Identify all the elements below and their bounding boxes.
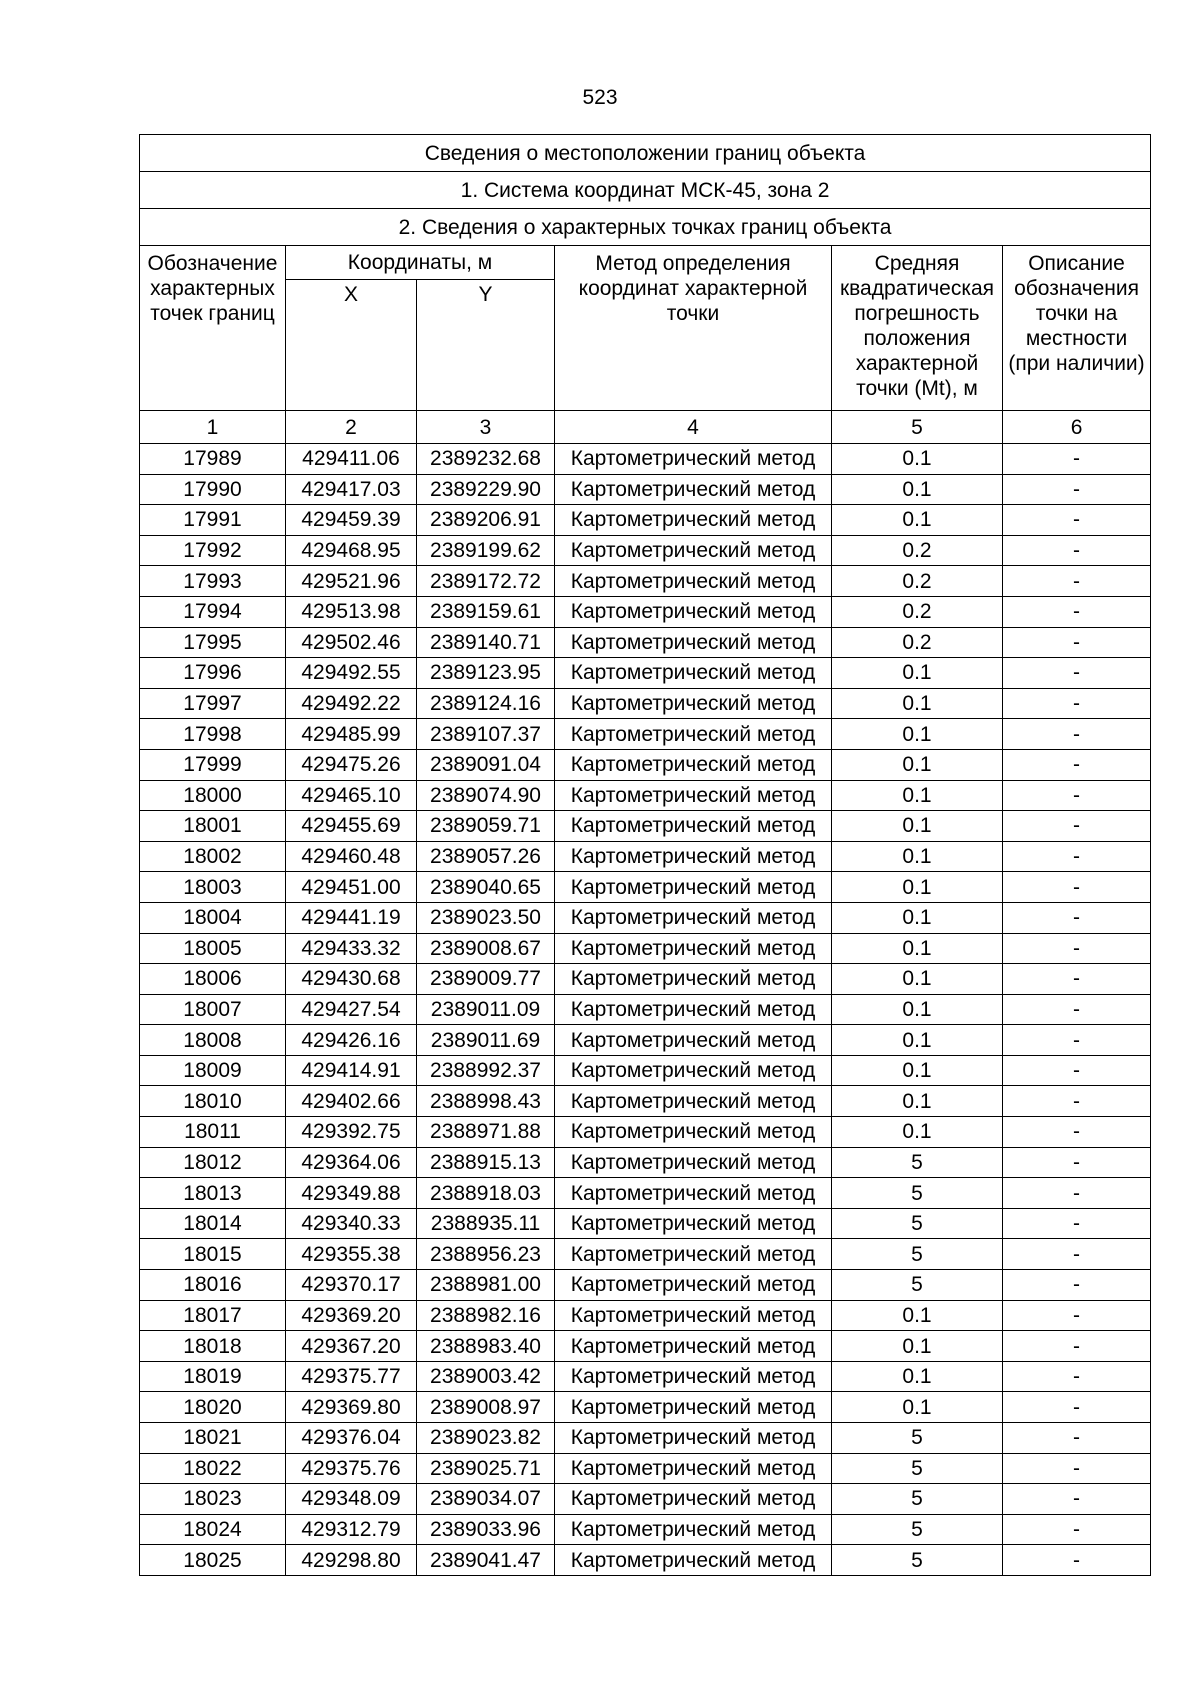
x-cell: 429430.68 xyxy=(286,964,417,995)
point-name-cell: 18019 xyxy=(140,1361,286,1392)
description-cell: - xyxy=(1003,1545,1151,1576)
accuracy-cell: 0.1 xyxy=(832,872,1003,903)
y-cell: 2389033.96 xyxy=(417,1514,555,1545)
method-cell: Картометрический метод xyxy=(555,841,832,872)
table-row xyxy=(140,841,1151,872)
accuracy-cell: 5 xyxy=(832,1178,1003,1209)
description-cell: - xyxy=(1003,1025,1151,1056)
method-cell: Картометрический метод xyxy=(555,1423,832,1454)
description-cell: - xyxy=(1003,1055,1151,1086)
y-cell: 2389008.67 xyxy=(417,933,555,964)
y-cell: 2389107.37 xyxy=(417,719,555,750)
y-cell: 2389232.68 xyxy=(417,444,555,475)
description-cell: - xyxy=(1003,1423,1151,1454)
y-cell: 2389059.71 xyxy=(417,811,555,842)
table-row xyxy=(140,933,1151,964)
method-cell: Картометрический метод xyxy=(555,1086,832,1117)
table-row xyxy=(140,627,1151,658)
accuracy-cell: 0.1 xyxy=(832,474,1003,505)
x-cell: 429417.03 xyxy=(286,474,417,505)
description-cell: - xyxy=(1003,902,1151,933)
method-cell: Картометрический метод xyxy=(555,1514,832,1545)
y-cell: 2389023.82 xyxy=(417,1423,555,1454)
point-name-cell: 17994 xyxy=(140,596,286,627)
description-cell: - xyxy=(1003,749,1151,780)
x-cell: 429455.69 xyxy=(286,811,417,842)
table-row xyxy=(140,1423,1151,1454)
accuracy-cell: 0.1 xyxy=(832,1086,1003,1117)
x-cell: 429433.32 xyxy=(286,933,417,964)
description-cell: - xyxy=(1003,719,1151,750)
accuracy-cell: 0.1 xyxy=(832,1361,1003,1392)
accuracy-cell: 0.1 xyxy=(832,1025,1003,1056)
table-row xyxy=(140,1208,1151,1239)
point-name-cell: 18014 xyxy=(140,1208,286,1239)
x-cell: 429369.80 xyxy=(286,1392,417,1423)
description-cell: - xyxy=(1003,841,1151,872)
description-cell: - xyxy=(1003,933,1151,964)
accuracy-cell: 0.1 xyxy=(832,1300,1003,1331)
description-cell: - xyxy=(1003,688,1151,719)
method-cell: Картометрический метод xyxy=(555,1392,832,1423)
y-cell: 2389025.71 xyxy=(417,1453,555,1484)
y-cell: 2388935.11 xyxy=(417,1208,555,1239)
y-cell: 2388982.16 xyxy=(417,1300,555,1331)
accuracy-cell: 0.1 xyxy=(832,444,1003,475)
point-name-cell: 18007 xyxy=(140,994,286,1025)
accuracy-cell: 0.2 xyxy=(832,566,1003,597)
table-row xyxy=(140,1361,1151,1392)
table-row xyxy=(140,1392,1151,1423)
x-cell: 429355.38 xyxy=(286,1239,417,1270)
point-name-cell: 18017 xyxy=(140,1300,286,1331)
table-row xyxy=(140,964,1151,995)
method-cell: Картометрический метод xyxy=(555,1453,832,1484)
y-cell: 2388983.40 xyxy=(417,1331,555,1362)
y-cell: 2389123.95 xyxy=(417,658,555,689)
point-name-cell: 18010 xyxy=(140,1086,286,1117)
description-cell: - xyxy=(1003,1117,1151,1148)
method-cell: Картометрический метод xyxy=(555,749,832,780)
method-cell: Картометрический метод xyxy=(555,1270,832,1301)
method-cell: Картометрический метод xyxy=(555,719,832,750)
y-cell: 2389199.62 xyxy=(417,535,555,566)
y-cell: 2389140.71 xyxy=(417,627,555,658)
table-row xyxy=(140,596,1151,627)
y-cell: 2389011.09 xyxy=(417,994,555,1025)
point-name-cell: 17996 xyxy=(140,658,286,689)
method-cell: Картометрический метод xyxy=(555,535,832,566)
x-cell: 429414.91 xyxy=(286,1055,417,1086)
y-cell: 2388998.43 xyxy=(417,1086,555,1117)
x-cell: 429475.26 xyxy=(286,749,417,780)
accuracy-cell: 0.1 xyxy=(832,994,1003,1025)
point-name-cell: 18006 xyxy=(140,964,286,995)
table-row xyxy=(140,811,1151,842)
description-cell: - xyxy=(1003,596,1151,627)
column-number: 6 xyxy=(1003,411,1151,444)
table-row xyxy=(140,505,1151,536)
method-cell: Картометрический метод xyxy=(555,627,832,658)
description-cell: - xyxy=(1003,780,1151,811)
table-row xyxy=(140,719,1151,750)
table-row xyxy=(140,1239,1151,1270)
description-cell: - xyxy=(1003,1392,1151,1423)
point-name-cell: 17990 xyxy=(140,474,286,505)
x-cell: 429348.09 xyxy=(286,1484,417,1515)
x-cell: 429369.20 xyxy=(286,1300,417,1331)
accuracy-cell: 0.1 xyxy=(832,505,1003,536)
table-row xyxy=(140,749,1151,780)
x-cell: 429426.16 xyxy=(286,1025,417,1056)
accuracy-cell: 5 xyxy=(832,1239,1003,1270)
accuracy-cell: 0.1 xyxy=(832,933,1003,964)
x-cell: 429392.75 xyxy=(286,1117,417,1148)
point-name-cell: 18001 xyxy=(140,811,286,842)
description-cell: - xyxy=(1003,627,1151,658)
point-name-cell: 18012 xyxy=(140,1147,286,1178)
x-cell: 429375.76 xyxy=(286,1453,417,1484)
accuracy-cell: 0.1 xyxy=(832,780,1003,811)
accuracy-cell: 0.1 xyxy=(832,1117,1003,1148)
description-cell: - xyxy=(1003,1361,1151,1392)
method-cell: Картометрический метод xyxy=(555,444,832,475)
table-row xyxy=(140,1484,1151,1515)
y-cell: 2389172.72 xyxy=(417,566,555,597)
y-cell: 2388918.03 xyxy=(417,1178,555,1209)
y-cell: 2388981.00 xyxy=(417,1270,555,1301)
header-point-name: Обозначение характерных точек границ xyxy=(140,246,286,411)
description-cell: - xyxy=(1003,1300,1151,1331)
method-cell: Картометрический метод xyxy=(555,1484,832,1515)
x-cell: 429298.80 xyxy=(286,1545,417,1576)
accuracy-cell: 5 xyxy=(832,1484,1003,1515)
table-row xyxy=(140,1545,1151,1576)
accuracy-cell: 5 xyxy=(832,1147,1003,1178)
table-row xyxy=(140,1178,1151,1209)
description-cell: - xyxy=(1003,474,1151,505)
point-name-cell: 17992 xyxy=(140,535,286,566)
header-y: Y xyxy=(417,280,555,411)
method-cell: Картометрический метод xyxy=(555,658,832,689)
column-numbering-row xyxy=(140,411,1151,444)
y-cell: 2389008.97 xyxy=(417,1392,555,1423)
accuracy-cell: 0.2 xyxy=(832,535,1003,566)
method-cell: Картометрический метод xyxy=(555,1361,832,1392)
accuracy-cell: 0.1 xyxy=(832,688,1003,719)
description-cell: - xyxy=(1003,566,1151,597)
description-cell: - xyxy=(1003,1514,1151,1545)
point-name-cell: 18009 xyxy=(140,1055,286,1086)
description-cell: - xyxy=(1003,1239,1151,1270)
x-cell: 429411.06 xyxy=(286,444,417,475)
table-row xyxy=(140,566,1151,597)
method-cell: Картометрический метод xyxy=(555,902,832,933)
y-cell: 2389023.50 xyxy=(417,902,555,933)
point-name-cell: 18016 xyxy=(140,1270,286,1301)
boundary-points-table xyxy=(139,134,1151,1576)
method-cell: Картометрический метод xyxy=(555,1055,832,1086)
table-row xyxy=(140,1331,1151,1362)
x-cell: 429370.17 xyxy=(286,1270,417,1301)
table-row xyxy=(140,1300,1151,1331)
table-row xyxy=(140,1270,1151,1301)
header-method: Метод определения координат характерной точки xyxy=(555,246,832,411)
accuracy-cell: 0.1 xyxy=(832,749,1003,780)
table-row xyxy=(140,1025,1151,1056)
x-cell: 429492.22 xyxy=(286,688,417,719)
table-row xyxy=(140,474,1151,505)
table-row xyxy=(140,1514,1151,1545)
method-cell: Картометрический метод xyxy=(555,994,832,1025)
method-cell: Картометрический метод xyxy=(555,1178,832,1209)
point-name-cell: 18025 xyxy=(140,1545,286,1576)
point-name-cell: 17989 xyxy=(140,444,286,475)
method-cell: Картометрический метод xyxy=(555,964,832,995)
table-row xyxy=(140,444,1151,475)
point-name-cell: 18022 xyxy=(140,1453,286,1484)
point-name-cell: 17999 xyxy=(140,749,286,780)
accuracy-cell: 0.2 xyxy=(832,596,1003,627)
point-name-cell: 18020 xyxy=(140,1392,286,1423)
table-row xyxy=(140,1055,1151,1086)
x-cell: 429459.39 xyxy=(286,505,417,536)
column-number: 4 xyxy=(555,411,832,444)
accuracy-cell: 0.1 xyxy=(832,1055,1003,1086)
point-name-cell: 18013 xyxy=(140,1178,286,1209)
table-row xyxy=(140,872,1151,903)
accuracy-cell: 0.1 xyxy=(832,841,1003,872)
point-name-cell: 18024 xyxy=(140,1514,286,1545)
table-title: Сведения о местоположении границ объекта xyxy=(140,135,1151,172)
description-cell: - xyxy=(1003,994,1151,1025)
accuracy-cell: 0.1 xyxy=(832,658,1003,689)
point-name-cell: 18008 xyxy=(140,1025,286,1056)
table-row xyxy=(140,780,1151,811)
x-cell: 429465.10 xyxy=(286,780,417,811)
header-description: Описание обозначения точки на местности (при наличии) xyxy=(1003,246,1151,411)
description-cell: - xyxy=(1003,505,1151,536)
description-cell: - xyxy=(1003,1484,1151,1515)
y-cell: 2388992.37 xyxy=(417,1055,555,1086)
coordinate-system: 1. Система координат МСК-45, зона 2 xyxy=(140,172,1151,209)
x-cell: 429364.06 xyxy=(286,1147,417,1178)
point-name-cell: 18005 xyxy=(140,933,286,964)
accuracy-cell: 5 xyxy=(832,1453,1003,1484)
y-cell: 2388956.23 xyxy=(417,1239,555,1270)
column-number: 1 xyxy=(140,411,286,444)
accuracy-cell: 5 xyxy=(832,1423,1003,1454)
method-cell: Картометрический метод xyxy=(555,505,832,536)
header-coordinates: Координаты, м xyxy=(286,246,555,280)
method-cell: Картометрический метод xyxy=(555,566,832,597)
method-cell: Картометрический метод xyxy=(555,811,832,842)
description-cell: - xyxy=(1003,964,1151,995)
point-name-cell: 17995 xyxy=(140,627,286,658)
table-row xyxy=(140,658,1151,689)
description-cell: - xyxy=(1003,1270,1151,1301)
table-row xyxy=(140,902,1151,933)
point-name-cell: 18003 xyxy=(140,872,286,903)
y-cell: 2389009.77 xyxy=(417,964,555,995)
description-cell: - xyxy=(1003,872,1151,903)
x-cell: 429460.48 xyxy=(286,841,417,872)
column-number: 3 xyxy=(417,411,555,444)
y-cell: 2389041.47 xyxy=(417,1545,555,1576)
description-cell: - xyxy=(1003,1086,1151,1117)
method-cell: Картометрический метод xyxy=(555,1545,832,1576)
x-cell: 429349.88 xyxy=(286,1178,417,1209)
table-row xyxy=(140,1147,1151,1178)
method-cell: Картометрический метод xyxy=(555,780,832,811)
description-cell: - xyxy=(1003,1147,1151,1178)
description-cell: - xyxy=(1003,1208,1151,1239)
method-cell: Картометрический метод xyxy=(555,596,832,627)
x-cell: 429492.55 xyxy=(286,658,417,689)
description-cell: - xyxy=(1003,1331,1151,1362)
x-cell: 429402.66 xyxy=(286,1086,417,1117)
column-number: 2 xyxy=(286,411,417,444)
description-cell: - xyxy=(1003,1453,1151,1484)
point-name-cell: 18002 xyxy=(140,841,286,872)
table-row xyxy=(140,1453,1151,1484)
method-cell: Картометрический метод xyxy=(555,1239,832,1270)
y-cell: 2388971.88 xyxy=(417,1117,555,1148)
x-cell: 429521.96 xyxy=(286,566,417,597)
method-cell: Картометрический метод xyxy=(555,1025,832,1056)
y-cell: 2389124.16 xyxy=(417,688,555,719)
accuracy-cell: 5 xyxy=(832,1514,1003,1545)
column-number: 5 xyxy=(832,411,1003,444)
accuracy-cell: 0.2 xyxy=(832,627,1003,658)
description-cell: - xyxy=(1003,1178,1151,1209)
y-cell: 2389040.65 xyxy=(417,872,555,903)
method-cell: Картометрический метод xyxy=(555,1300,832,1331)
x-cell: 429513.98 xyxy=(286,596,417,627)
point-name-cell: 18011 xyxy=(140,1117,286,1148)
accuracy-cell: 5 xyxy=(832,1208,1003,1239)
method-cell: Картометрический метод xyxy=(555,1117,832,1148)
x-cell: 429376.04 xyxy=(286,1423,417,1454)
table-row xyxy=(140,535,1151,566)
accuracy-cell: 0.1 xyxy=(832,811,1003,842)
accuracy-cell: 0.1 xyxy=(832,719,1003,750)
method-cell: Картометрический метод xyxy=(555,872,832,903)
description-cell: - xyxy=(1003,535,1151,566)
method-cell: Картометрический метод xyxy=(555,1331,832,1362)
y-cell: 2389091.04 xyxy=(417,749,555,780)
description-cell: - xyxy=(1003,444,1151,475)
point-name-cell: 17997 xyxy=(140,688,286,719)
method-cell: Картометрический метод xyxy=(555,1208,832,1239)
x-cell: 429485.99 xyxy=(286,719,417,750)
y-cell: 2389159.61 xyxy=(417,596,555,627)
y-cell: 2389206.91 xyxy=(417,505,555,536)
y-cell: 2389057.26 xyxy=(417,841,555,872)
table-row xyxy=(140,1117,1151,1148)
header-accuracy: Средняя квадратическая погрешность положения характерной точки (Mt), м xyxy=(832,246,1003,411)
point-name-cell: 18015 xyxy=(140,1239,286,1270)
x-cell: 429502.46 xyxy=(286,627,417,658)
x-cell: 429367.20 xyxy=(286,1331,417,1362)
accuracy-cell: 0.1 xyxy=(832,902,1003,933)
description-cell: - xyxy=(1003,811,1151,842)
x-cell: 429451.00 xyxy=(286,872,417,903)
x-cell: 429312.79 xyxy=(286,1514,417,1545)
accuracy-cell: 5 xyxy=(832,1545,1003,1576)
accuracy-cell: 5 xyxy=(832,1270,1003,1301)
x-cell: 429375.77 xyxy=(286,1361,417,1392)
point-name-cell: 18018 xyxy=(140,1331,286,1362)
header-x: X xyxy=(286,280,417,411)
x-cell: 429427.54 xyxy=(286,994,417,1025)
point-name-cell: 18023 xyxy=(140,1484,286,1515)
page-number: 523 xyxy=(582,86,618,109)
accuracy-cell: 0.1 xyxy=(832,1331,1003,1362)
point-name-cell: 18021 xyxy=(140,1423,286,1454)
method-cell: Картометрический метод xyxy=(555,933,832,964)
y-cell: 2389011.69 xyxy=(417,1025,555,1056)
x-cell: 429340.33 xyxy=(286,1208,417,1239)
point-name-cell: 18000 xyxy=(140,780,286,811)
table-row xyxy=(140,994,1151,1025)
table-row xyxy=(140,688,1151,719)
y-cell: 2389003.42 xyxy=(417,1361,555,1392)
point-name-cell: 17993 xyxy=(140,566,286,597)
point-name-cell: 18004 xyxy=(140,902,286,933)
y-cell: 2389034.07 xyxy=(417,1484,555,1515)
method-cell: Картометрический метод xyxy=(555,474,832,505)
section-title: 2. Сведения о характерных точках границ объекта xyxy=(140,209,1151,246)
description-cell: - xyxy=(1003,658,1151,689)
method-cell: Картометрический метод xyxy=(555,1147,832,1178)
accuracy-cell: 0.1 xyxy=(832,1392,1003,1423)
y-cell: 2389074.90 xyxy=(417,780,555,811)
table-row xyxy=(140,1086,1151,1117)
x-cell: 429441.19 xyxy=(286,902,417,933)
x-cell: 429468.95 xyxy=(286,535,417,566)
y-cell: 2389229.90 xyxy=(417,474,555,505)
y-cell: 2388915.13 xyxy=(417,1147,555,1178)
accuracy-cell: 0.1 xyxy=(832,964,1003,995)
method-cell: Картометрический метод xyxy=(555,688,832,719)
point-name-cell: 17998 xyxy=(140,719,286,750)
point-name-cell: 17991 xyxy=(140,505,286,536)
